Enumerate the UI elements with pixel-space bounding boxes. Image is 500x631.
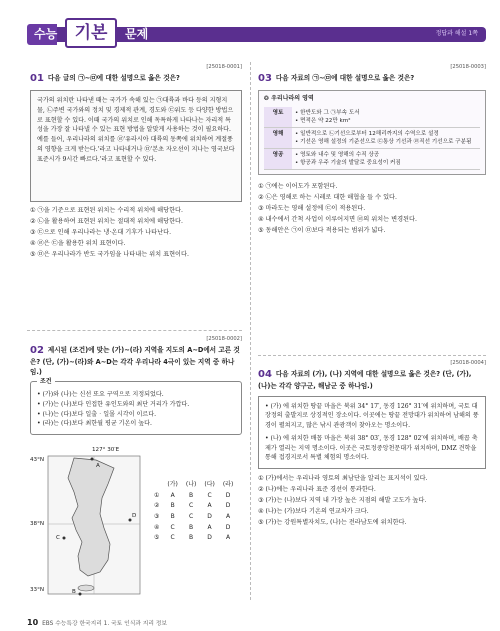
territory-row: [264, 107, 480, 128]
condition-box: [30, 378, 242, 435]
answer-cell: B: [189, 491, 194, 499]
territory-item: • 한반도와 그 ㉠부속 도서: [295, 109, 360, 116]
answer-header-cell: (가): [167, 481, 178, 488]
page-number: 10: [27, 618, 39, 627]
question-text: 다음 글의 ㉠~㉤에 대한 설명으로 옳은 것은?: [47, 73, 180, 82]
answer-cell: A: [226, 534, 231, 542]
answer-cell: A: [207, 502, 212, 510]
territory-row-head: 영공: [264, 149, 292, 170]
territory-item: • 항공과 우주 기술의 발달로 중요성이 커짐: [295, 160, 401, 167]
answer-cell: C: [189, 513, 194, 521]
question-code: [25018-0003]: [450, 64, 486, 70]
territory-row-head: 영해: [264, 127, 292, 148]
choice[interactable]: ① (가)에서는 우리나라 영토의 최남단을 알리는 표지석이 있다.: [258, 475, 428, 483]
choice[interactable]: ③ (가)는 (나)보다 지역 내 가장 높은 지점의 해발 고도가 높다.: [258, 497, 427, 505]
condition: • (라)는 (다)보다 최한월 평균 기온이 높다.: [37, 420, 152, 428]
question-number: 04: [258, 368, 272, 380]
question-3: [258, 64, 486, 238]
region-paragraph: • (나) 에 위치한 배꼽 마을은 북위 38° 03′, 동경 128° 02′에 위치하며, 배꼽 축제가 열리는 지역 명소이다. 이곳은 국토정중앙천문대가 위치하며, DMZ 견학을 통해 접경지로서 특별 체험의 명소이다.: [265, 434, 478, 462]
header-title-box: 기본: [65, 18, 117, 48]
answer-cell: ①: [154, 491, 160, 499]
territory-row-head: 영토: [264, 107, 292, 128]
choice-list: [30, 207, 242, 260]
answer-cell: ④: [154, 523, 160, 531]
answer-table: [150, 480, 237, 544]
territory-item: • 일반적으로 ㉡기선으로부터 12해리까지의 수역으로 설정: [295, 130, 439, 137]
answer-cell: ②: [154, 502, 160, 510]
question-code: [25018-0004]: [450, 360, 486, 366]
region-paragraph: • (가) 에 위치한 땅끝 마을은 북위 34° 17′, 동경 126° 31′에 위치하며, 국토 대장정의 출발지로 상징적인 장소이다. 이곳에는 땅끝 전망대가 위치하여 남해의 풍경이 펼쳐지고, 많은 낚시 관광객이 찾아오는 명소이다.: [265, 402, 479, 430]
header-title-1: 수능: [34, 27, 58, 41]
answer-header-cell: (다): [204, 481, 215, 488]
question-code: [25018-0002]: [206, 336, 242, 342]
answer-cell: D: [225, 491, 231, 499]
answer-row[interactable]: [150, 512, 237, 523]
answer-row[interactable]: [150, 533, 237, 544]
question-text: 다음 자료의 ㉠~㉤에 대한 설명으로 옳은 것은?: [275, 73, 415, 82]
map-point-a: A: [96, 463, 100, 469]
answer-cell: D: [207, 534, 212, 542]
answer-cell: B: [170, 513, 175, 521]
answer-cell: B: [170, 502, 175, 510]
choice-list: [258, 183, 486, 236]
territory-box: [258, 90, 486, 175]
choice[interactable]: ② ㉡은 영해로 하는 시레로 대한 해협을 들 수 있다.: [258, 194, 397, 202]
answer-cell: C: [189, 502, 194, 510]
answer-grid: [150, 480, 237, 544]
region-description-box: [258, 396, 486, 470]
answer-header-row: [150, 480, 237, 491]
answer-header-cell: (나): [185, 481, 197, 488]
answer-cell: C: [170, 534, 175, 542]
answer-cell: B: [189, 534, 194, 542]
choice[interactable]: ⑤ (가)는 강원특별자치도, (나)는 전라남도에 위치한다.: [258, 519, 407, 527]
row-divider-right: [258, 355, 486, 356]
choice[interactable]: ② ㉡을 활용하여 표현된 위치는 절대적 위치에 해당한다.: [30, 218, 183, 226]
question-2: [30, 336, 242, 435]
answer-row[interactable]: [150, 523, 237, 534]
choice[interactable]: ④ 내수에서 간척 사업이 이루어지면 ㉣의 위치는 변경된다.: [258, 216, 417, 224]
answer-cell: ③: [154, 513, 160, 521]
condition: • (가)는 (나)보다 인접한 유인도와의 최단 거리가 가깝다.: [37, 400, 190, 408]
answer-cell: D: [225, 523, 231, 531]
answer-cell: D: [225, 502, 231, 510]
answer-cell: ⑤: [154, 534, 160, 542]
territory-item: • 영토와 내수 및 영해의 수직 상공: [295, 152, 380, 159]
choice[interactable]: ① ㉠에는 이어도가 포함된다.: [258, 183, 338, 191]
row-divider-left: [27, 330, 242, 331]
map-graphic: [34, 448, 142, 598]
choice[interactable]: ③ ㉢으로 인해 우리나라는 냉‧온대 기후가 나타난다.: [30, 229, 172, 236]
answer-cell: D: [207, 513, 212, 521]
answer-cell: C: [170, 523, 175, 531]
korea-map: [30, 447, 142, 598]
answer-header-cell: (라): [222, 481, 234, 488]
answer-cell: C: [207, 491, 212, 499]
page-footer: [27, 617, 167, 629]
question-text: 제시된 (조건)에 맞는 (가)~(라) 지역을 지도의 A~D에서 고른 것은? (단, (가)~(라)와 A~D는 각각 우리나라 4극이 있는 지역 중 하나임.): [30, 345, 240, 376]
answer-cell: A: [226, 513, 231, 521]
condition-title: 조건: [37, 377, 55, 387]
section-header: [27, 18, 486, 48]
header-title-3: 문제: [125, 27, 149, 41]
choice-list: [258, 475, 486, 528]
choice[interactable]: ⑤ 동해안은 ㉠이 ㉤보다 적용되는 범위가 넓다.: [258, 227, 386, 235]
map-lat-label: 33°N: [30, 587, 45, 593]
question-number: 03: [258, 72, 272, 84]
answer-cell: A: [170, 491, 175, 499]
choice[interactable]: ④ ㉣은 ㉢을 활용한 위치 표현이다.: [30, 239, 126, 247]
answer-row[interactable]: [150, 491, 237, 502]
choice[interactable]: ③ 마라도는 영해 설정에 ㉢이 적용된다.: [258, 205, 366, 213]
question-code: [25018-0001]: [206, 64, 242, 70]
question-text: 다음 자료의 (가), (나) 지역에 대한 설명으로 옳은 것은? (단, (가), (나)는 각각 양구군, 해남군 중 하나임.): [258, 369, 472, 391]
territory-row: [264, 127, 480, 148]
condition: • (가)와 (나)는 신선 또요 구역으로 지정되었다.: [37, 391, 164, 399]
choice[interactable]: ① ㉠을 기준으로 표현된 위치는 수리적 위치에 해당한다.: [30, 207, 183, 215]
territory-item: • 면적은 약 22만 km²: [295, 117, 351, 124]
question-number: 02: [30, 344, 44, 356]
column-divider: [250, 62, 251, 600]
question-4: [258, 360, 486, 530]
answer-cell: B: [189, 523, 194, 531]
territory-item: • 기선은 영해 설정의 기준선으로 ㉢통상 기선과 ㉣직선 기선으로 구분됨: [295, 139, 472, 146]
map-lon-label: 127° 30′E: [92, 447, 120, 453]
condition: • (나)는 (다)보다 일출‧일몰 시각이 이르다.: [37, 410, 157, 418]
choice[interactable]: ② (나)에는 우리나라 표준 경선이 통과한다.: [258, 486, 376, 494]
choice[interactable]: ⑤ ㉤은 우리나라가 반도 국가임을 나타내는 위치 표현이다.: [30, 250, 189, 258]
answer-row[interactable]: [150, 501, 237, 512]
passage-box: 국가의 위치란 나타낸 때는 국가가 속해 있는 ㉠대륙과 바다 등의 지형지물, ㉡주변 국가와의 정치 및 경제적 관계, 경도와 ㉢위도 등 다양한 방법으로 표현할 수 있다. 이때 국가의 위치로 인해 독특하게 나타나는 자리적 특성을 가장 잘 나타낼 수 있는 표현 방법을 알맞게 사용하는 것이 필요하다. 예를 들어, 우리나라의 위치를 ㉣'유라시아 대륙의 동쪽에 위치하여 계절풍의 영향을 크게 받는다.'라고 나타내거나 ㉤'본초 자오선이 지나는 영국보다 표준시가 9시간 빠르다.'라고 표현할 수 있다.: [30, 90, 242, 202]
question-number: 01: [30, 72, 44, 84]
question-1: [30, 64, 242, 262]
territory-row: [264, 149, 480, 170]
answer-reference: 정답과 해설 1쪽: [435, 30, 478, 37]
footer-text: EBS 수능특강 한국지리 1. 국토 인식과 지리 정보: [42, 621, 167, 627]
map-point-c: C: [56, 535, 60, 541]
answer-cell: A: [207, 523, 212, 531]
territory-table: [264, 107, 480, 171]
answer-header-cell: [150, 480, 163, 491]
territory-box-title: ❂ 우리나라의 영역: [264, 95, 314, 103]
map-point-d: D: [132, 513, 137, 519]
map-point-b: B: [72, 589, 76, 595]
map-lat-label: 38°N: [30, 521, 45, 527]
choice[interactable]: ④ (나)는 (가)보다 기온의 연교차가 크다.: [258, 508, 369, 516]
map-lat-label: 43°N: [30, 457, 45, 463]
